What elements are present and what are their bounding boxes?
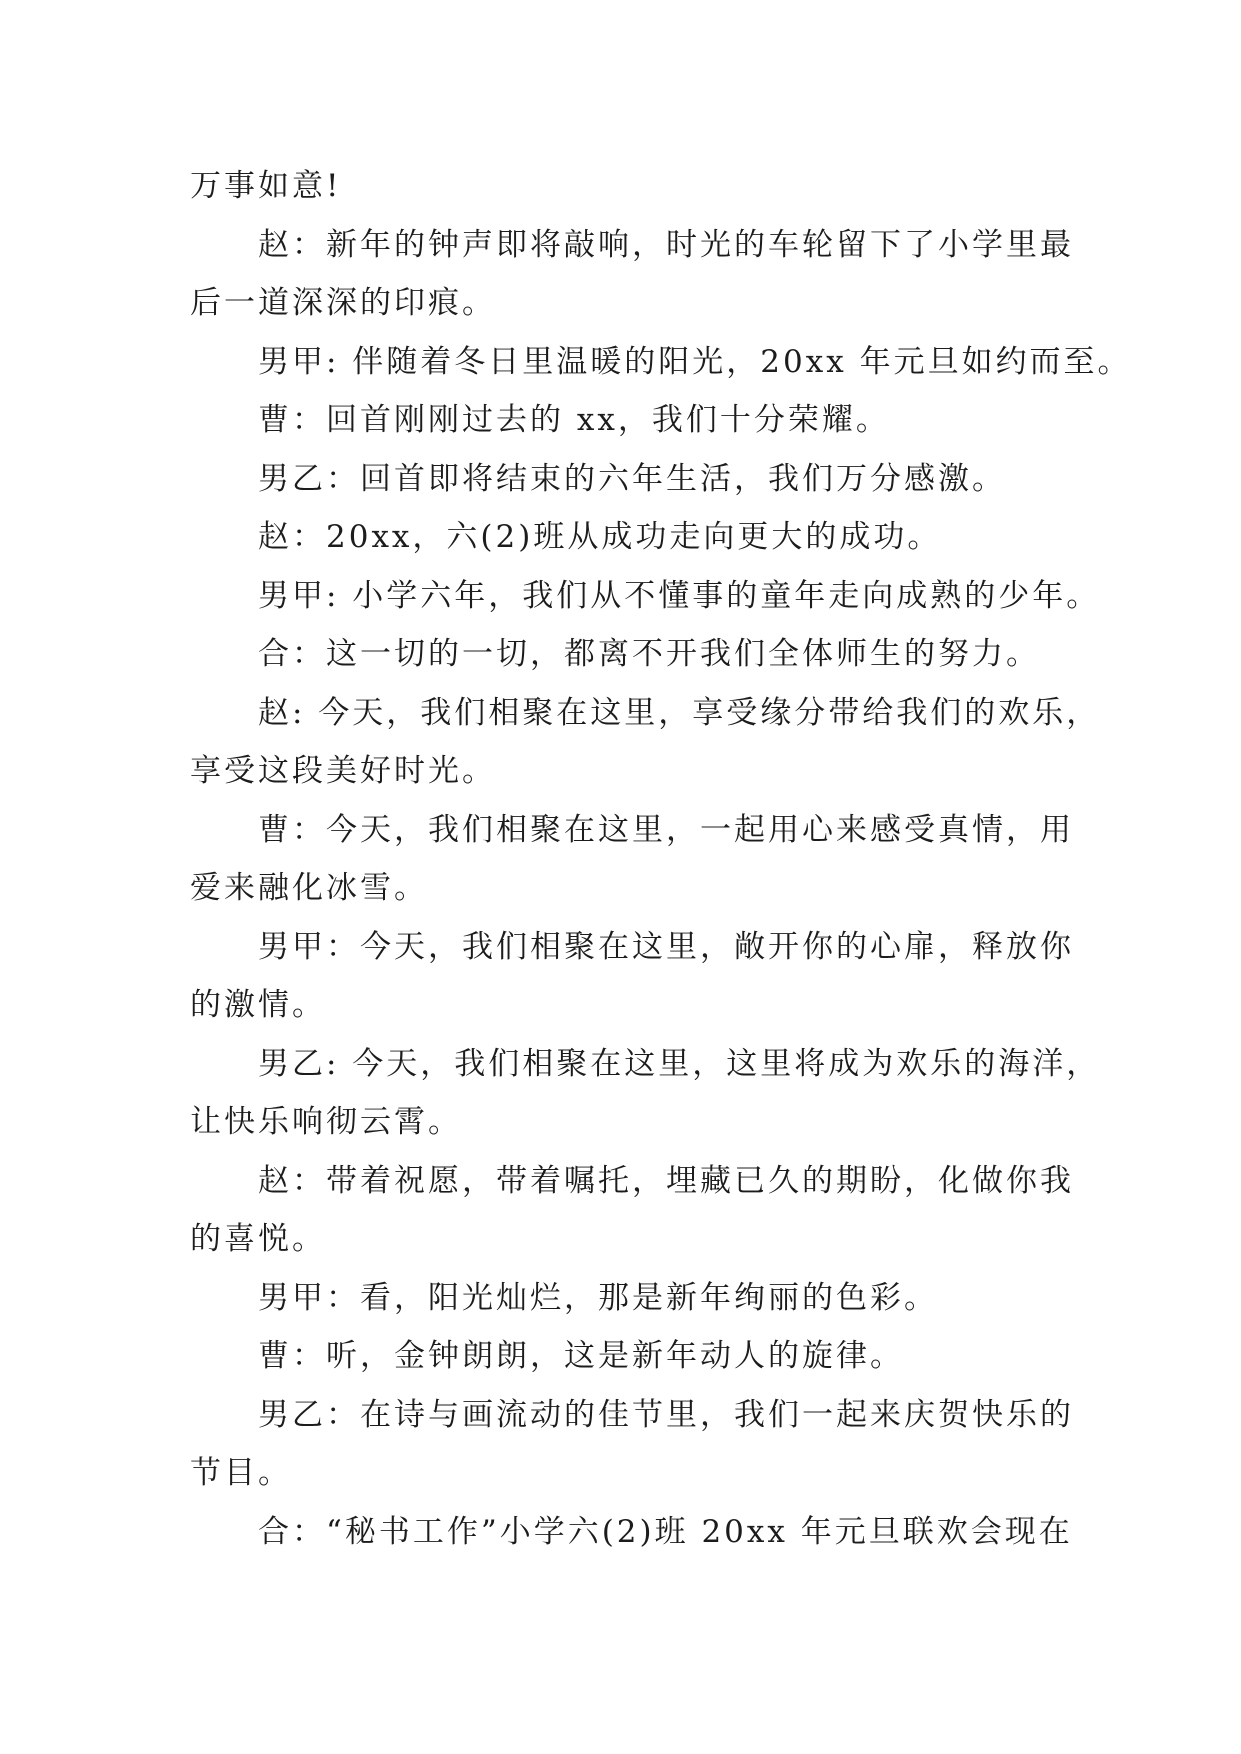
text-line: 节目。 — [190, 1455, 292, 1491]
text-line: 男甲: 伴随着冬日里温暖的阳光，20xx 年元旦如约而至。 — [258, 344, 1132, 380]
text-line: 赵: 今天，我们相聚在这里，享受缘分带给我们的欢乐， — [258, 695, 1101, 731]
text-line: 赵：20xx，六(2)班从成功走向更大的成功。 — [258, 519, 942, 555]
text-line: 曹：听，金钟朗朗，这是新年动人的旋律。 — [258, 1338, 904, 1374]
text-line: 享受这段美好时光。 — [190, 753, 496, 789]
text-line: 男甲：看，阳光灿烂，那是新年绚丽的色彩。 — [258, 1280, 938, 1316]
text-line: 男乙：在诗与画流动的佳节里，我们一起来庆贺快乐的 — [258, 1397, 1074, 1433]
text-line: 男甲：今天，我们相聚在这里，敞开你的心扉，释放你 — [258, 929, 1074, 965]
text-line: 男乙：回首即将结束的六年生活，我们万分感激。 — [258, 461, 1006, 497]
text-line: 合：这一切的一切，都离不开我们全体师生的努力。 — [258, 636, 1040, 672]
text-line: 的激情。 — [190, 987, 326, 1023]
text-line: 万事如意! — [190, 168, 342, 204]
text-line: 曹：回首刚刚过去的 xx，我们十分荣耀。 — [258, 402, 890, 438]
text-line: 男甲: 小学六年，我们从不懂事的童年走向成熟的少年。 — [258, 578, 1101, 614]
text-line: 合：“秘书工作”小学六(2)班 20xx 年元旦联欢会现在 — [258, 1514, 1073, 1550]
text-line: 的喜悦。 — [190, 1221, 326, 1257]
text-line: 后一道深深的印痕。 — [190, 285, 496, 321]
text-line: 赵：带着祝愿，带着嘱托，埋藏已久的期盼，化做你我 — [258, 1163, 1074, 1199]
text-line: 曹：今天，我们相聚在这里，一起用心来感受真情，用 — [258, 812, 1074, 848]
text-line: 男乙: 今天，我们相聚在这里，这里将成为欢乐的海洋， — [258, 1046, 1101, 1082]
text-line: 让快乐响彻云霄。 — [190, 1104, 462, 1140]
text-line: 赵：新年的钟声即将敲响，时光的车轮留下了小学里最 — [258, 227, 1074, 263]
text-line: 爱来融化冰雪。 — [190, 870, 428, 906]
